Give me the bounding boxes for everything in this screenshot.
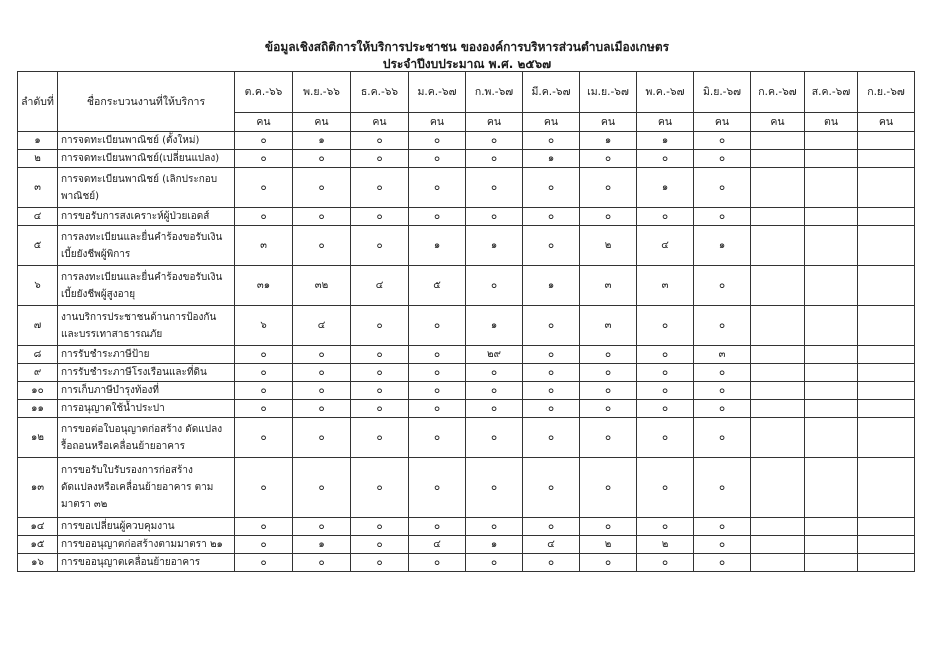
service-name: การขออนุญาตก่อสร้างตามมาตรา ๒๑ xyxy=(58,536,235,554)
month-count-cell: ๐ xyxy=(694,150,751,168)
table-body xyxy=(18,132,915,572)
month-count-cell xyxy=(858,168,915,208)
month-count-cell: ๐ xyxy=(694,132,751,150)
header-month: พ.ค.-๖๗ xyxy=(637,72,694,113)
month-count-cell: ๓ xyxy=(637,266,694,306)
month-count-cell xyxy=(751,266,805,306)
month-count-cell: ๐ xyxy=(637,346,694,364)
month-count-cell xyxy=(858,226,915,266)
month-count-cell xyxy=(751,554,805,572)
month-count-cell: ๐ xyxy=(523,518,580,536)
month-count-cell: ๐ xyxy=(580,458,637,518)
document-subtitle: ประจำปีงบประมาณ พ.ศ. ๒๕๖๗ xyxy=(382,57,552,71)
month-count-cell: ๐ xyxy=(235,208,293,226)
service-name: การขอต่อใบอนุญาตก่อสร้าง ดัดแปลง รื้อถอนหรือเคลื่อนย้ายอาคาร xyxy=(58,418,235,458)
statistics-table xyxy=(17,71,915,572)
month-count-cell: ๑ xyxy=(523,150,580,168)
month-count-cell: ๐ xyxy=(235,132,293,150)
month-count-cell: ๐ xyxy=(235,518,293,536)
month-count-cell: ๐ xyxy=(466,132,523,150)
month-count-cell: ๐ xyxy=(409,208,466,226)
month-count-cell: ๐ xyxy=(351,536,409,554)
header-unit: ตน xyxy=(805,113,858,132)
month-count-cell xyxy=(751,346,805,364)
header-month: ส.ค.-๖๗ xyxy=(805,72,858,113)
table-row xyxy=(18,266,915,306)
month-count-cell: ๐ xyxy=(293,554,351,572)
month-count-cell xyxy=(805,208,858,226)
row-number: ๓ xyxy=(18,168,58,208)
month-count-cell: ๐ xyxy=(523,400,580,418)
month-count-cell: ๐ xyxy=(580,418,637,458)
row-number: ๑๓ xyxy=(18,458,58,518)
month-count-cell: ๐ xyxy=(409,132,466,150)
month-count-cell: ๐ xyxy=(235,536,293,554)
month-count-cell xyxy=(805,132,858,150)
service-name: การอนุญาตใช้น้ำประปา xyxy=(58,400,235,418)
month-count-cell: ๓๒ xyxy=(293,266,351,306)
service-name: การขออนุญาตเคลื่อนย้ายอาคาร xyxy=(58,554,235,572)
month-count-cell: ๐ xyxy=(694,364,751,382)
month-count-cell: ๑ xyxy=(409,226,466,266)
month-count-cell: ๐ xyxy=(694,168,751,208)
month-count-cell: ๐ xyxy=(235,150,293,168)
month-count-cell: ๐ xyxy=(293,168,351,208)
month-count-cell xyxy=(805,364,858,382)
service-name: การจดทะเบียนพาณิชย์ (เลิกประกอบพาณิชย์) xyxy=(58,168,235,208)
table-row xyxy=(18,364,915,382)
month-count-cell: ๐ xyxy=(637,400,694,418)
month-count-cell: ๐ xyxy=(351,382,409,400)
month-count-cell: ๐ xyxy=(523,364,580,382)
month-count-cell xyxy=(858,536,915,554)
month-count-cell: ๔ xyxy=(637,226,694,266)
table-row xyxy=(18,226,915,266)
table-row xyxy=(18,458,915,518)
month-count-cell xyxy=(751,536,805,554)
month-count-cell: ๐ xyxy=(351,132,409,150)
service-name: การขอรับการสงเคราะห์ผู้ป่วยเอดส์ xyxy=(58,208,235,226)
month-count-cell: ๐ xyxy=(694,400,751,418)
service-name: การรับชำระภาษีป้าย xyxy=(58,346,235,364)
row-number: ๕ xyxy=(18,226,58,266)
month-count-cell xyxy=(805,382,858,400)
month-count-cell: ๐ xyxy=(466,266,523,306)
month-count-cell xyxy=(858,266,915,306)
month-count-cell: ๓ xyxy=(694,346,751,364)
month-count-cell: ๑ xyxy=(293,536,351,554)
month-count-cell xyxy=(805,400,858,418)
month-count-cell: ๐ xyxy=(351,554,409,572)
row-number: ๙ xyxy=(18,364,58,382)
month-count-cell xyxy=(751,458,805,518)
month-count-cell: ๐ xyxy=(637,554,694,572)
service-name: การลงทะเบียนและยื่นคำร้องขอรับเงินเบี้ยยังชีพผู้พิการ xyxy=(58,226,235,266)
month-count-cell: ๐ xyxy=(466,150,523,168)
month-count-cell xyxy=(751,150,805,168)
month-count-cell: ๐ xyxy=(637,382,694,400)
row-number: ๗ xyxy=(18,306,58,346)
month-count-cell: ๐ xyxy=(694,208,751,226)
header-unit: คน xyxy=(694,113,751,132)
month-count-cell xyxy=(858,518,915,536)
month-count-cell: ๐ xyxy=(351,226,409,266)
header-unit: คน xyxy=(751,113,805,132)
service-name: งานบริการประชาชนด้านการป้องกันและบรรเทาสาธารณภัย xyxy=(58,306,235,346)
month-count-cell: ๐ xyxy=(293,400,351,418)
month-count-cell: ๐ xyxy=(466,400,523,418)
month-count-cell: ๐ xyxy=(637,364,694,382)
month-count-cell: ๐ xyxy=(466,168,523,208)
table-row xyxy=(18,150,915,168)
month-count-cell: ๑ xyxy=(293,132,351,150)
month-count-cell: ๖ xyxy=(235,306,293,346)
row-number: ๑๑ xyxy=(18,400,58,418)
month-count-cell: ๐ xyxy=(235,168,293,208)
header-no: ลำดับที่ xyxy=(18,72,58,132)
row-number: ๘ xyxy=(18,346,58,364)
header-month: มี.ค.-๖๗ xyxy=(523,72,580,113)
month-count-cell xyxy=(751,364,805,382)
month-count-cell xyxy=(805,168,858,208)
header-month: ต.ค.-๖๖ xyxy=(235,72,293,113)
month-count-cell xyxy=(858,382,915,400)
month-count-cell: ๐ xyxy=(235,382,293,400)
month-count-cell xyxy=(805,150,858,168)
header-unit: คน xyxy=(637,113,694,132)
table-row xyxy=(18,382,915,400)
month-count-cell: ๐ xyxy=(580,364,637,382)
table-row xyxy=(18,306,915,346)
month-count-cell: ๐ xyxy=(293,518,351,536)
month-count-cell: ๐ xyxy=(694,266,751,306)
row-number: ๑๔ xyxy=(18,518,58,536)
service-name: การรับชำระภาษีโรงเรือนและที่ดิน xyxy=(58,364,235,382)
month-count-cell: ๐ xyxy=(694,458,751,518)
header-unit: คน xyxy=(235,113,293,132)
month-count-cell: ๐ xyxy=(580,208,637,226)
month-count-cell xyxy=(858,554,915,572)
month-count-cell: ๐ xyxy=(409,150,466,168)
month-count-cell: ๐ xyxy=(637,418,694,458)
month-count-cell: ๐ xyxy=(351,400,409,418)
month-count-cell: ๔ xyxy=(351,266,409,306)
month-count-cell: ๐ xyxy=(409,168,466,208)
month-count-cell: ๐ xyxy=(235,418,293,458)
month-count-cell: ๐ xyxy=(523,382,580,400)
month-count-cell: ๐ xyxy=(523,226,580,266)
month-count-cell: ๐ xyxy=(351,518,409,536)
service-name: การลงทะเบียนและยื่นคำร้องขอรับเงินเบี้ยยังชีพผู้สูงอายุ xyxy=(58,266,235,306)
month-count-cell: ๒ xyxy=(637,536,694,554)
month-count-cell: ๐ xyxy=(523,306,580,346)
month-count-cell: ๐ xyxy=(235,554,293,572)
month-count-cell xyxy=(805,518,858,536)
service-name: การขอเปลี่ยนผู้ควบคุมงาน xyxy=(58,518,235,536)
header-month: ธ.ค.-๖๖ xyxy=(351,72,409,113)
month-count-cell xyxy=(751,382,805,400)
month-count-cell: ๕ xyxy=(409,266,466,306)
month-count-cell: ๔ xyxy=(409,536,466,554)
header-unit: คน xyxy=(409,113,466,132)
month-count-cell: ๒ xyxy=(580,536,637,554)
month-count-cell: ๐ xyxy=(351,150,409,168)
month-count-cell xyxy=(805,226,858,266)
month-count-cell: ๐ xyxy=(580,554,637,572)
month-count-cell: ๐ xyxy=(694,518,751,536)
month-count-cell: ๐ xyxy=(293,346,351,364)
month-count-cell: ๑ xyxy=(523,266,580,306)
month-count-cell xyxy=(858,306,915,346)
month-count-cell xyxy=(805,306,858,346)
month-count-cell: ๑ xyxy=(694,226,751,266)
month-count-cell: ๐ xyxy=(523,168,580,208)
month-count-cell: ๒ xyxy=(580,226,637,266)
table-row xyxy=(18,418,915,458)
month-count-cell: ๐ xyxy=(409,346,466,364)
month-count-cell: ๓๑ xyxy=(235,266,293,306)
month-count-cell: ๐ xyxy=(409,364,466,382)
month-count-cell: ๐ xyxy=(694,306,751,346)
month-count-cell xyxy=(858,132,915,150)
header-month: ม.ค.-๖๗ xyxy=(409,72,466,113)
month-count-cell: ๐ xyxy=(523,346,580,364)
service-name: การเก็บภาษีบำรุงท้องที่ xyxy=(58,382,235,400)
month-count-cell xyxy=(805,346,858,364)
month-count-cell: ๐ xyxy=(637,208,694,226)
month-count-cell xyxy=(858,400,915,418)
month-count-cell: ๐ xyxy=(466,418,523,458)
month-count-cell: ๐ xyxy=(694,536,751,554)
row-number: ๑๖ xyxy=(18,554,58,572)
header-service: ชื่อกระบวนงานที่ให้บริการ xyxy=(58,72,235,132)
month-count-cell: ๐ xyxy=(293,150,351,168)
month-count-cell: ๐ xyxy=(293,382,351,400)
header-month: ก.พ.-๖๗ xyxy=(466,72,523,113)
month-count-cell: ๐ xyxy=(637,150,694,168)
month-count-cell: ๐ xyxy=(235,364,293,382)
table-row xyxy=(18,132,915,150)
month-count-cell: ๐ xyxy=(580,382,637,400)
month-count-cell xyxy=(805,418,858,458)
month-count-cell xyxy=(751,208,805,226)
month-count-cell: ๐ xyxy=(637,306,694,346)
service-name: การจดทะเบียนพาณิชย์ (ตั้งใหม่) xyxy=(58,132,235,150)
month-count-cell xyxy=(858,346,915,364)
month-count-cell: ๐ xyxy=(466,382,523,400)
header-unit: คน xyxy=(523,113,580,132)
month-count-cell: ๐ xyxy=(523,208,580,226)
month-count-cell xyxy=(751,168,805,208)
header-month: ก.ค.-๖๗ xyxy=(751,72,805,113)
month-count-cell xyxy=(858,364,915,382)
month-count-cell: ๐ xyxy=(523,554,580,572)
month-count-cell: ๐ xyxy=(466,364,523,382)
month-count-cell: ๐ xyxy=(351,168,409,208)
month-count-cell xyxy=(751,132,805,150)
month-count-cell: ๐ xyxy=(293,418,351,458)
header-month: พ.ย.-๖๖ xyxy=(293,72,351,113)
month-count-cell: ๐ xyxy=(523,418,580,458)
month-count-cell: ๑ xyxy=(637,132,694,150)
month-count-cell: ๓ xyxy=(235,226,293,266)
table-row xyxy=(18,168,915,208)
table-row xyxy=(18,536,915,554)
row-number: ๖ xyxy=(18,266,58,306)
month-count-cell: ๐ xyxy=(409,382,466,400)
month-count-cell: ๐ xyxy=(351,208,409,226)
header-unit: คน xyxy=(351,113,409,132)
row-number: ๑๒ xyxy=(18,418,58,458)
month-count-cell: ๐ xyxy=(235,346,293,364)
month-count-cell: ๐ xyxy=(351,458,409,518)
month-count-cell xyxy=(858,418,915,458)
month-count-cell: ๑ xyxy=(466,536,523,554)
row-number: ๔ xyxy=(18,208,58,226)
month-count-cell xyxy=(858,208,915,226)
month-count-cell: ๐ xyxy=(523,132,580,150)
month-count-cell: ๐ xyxy=(580,518,637,536)
table-row xyxy=(18,400,915,418)
month-count-cell: ๐ xyxy=(293,458,351,518)
month-count-cell: ๐ xyxy=(580,150,637,168)
month-count-cell: ๐ xyxy=(409,518,466,536)
month-count-cell xyxy=(805,554,858,572)
month-count-cell: ๐ xyxy=(409,554,466,572)
month-count-cell: ๒๙ xyxy=(466,346,523,364)
month-count-cell: ๐ xyxy=(580,400,637,418)
month-count-cell: ๐ xyxy=(351,364,409,382)
row-number: ๑ xyxy=(18,132,58,150)
month-count-cell xyxy=(751,306,805,346)
table-row xyxy=(18,208,915,226)
month-count-cell: ๐ xyxy=(293,364,351,382)
month-count-cell xyxy=(805,266,858,306)
month-count-cell: ๐ xyxy=(466,458,523,518)
month-count-cell: ๐ xyxy=(293,208,351,226)
header-unit: คน xyxy=(466,113,523,132)
header-unit: คน xyxy=(293,113,351,132)
month-count-cell xyxy=(805,536,858,554)
month-count-cell: ๐ xyxy=(235,400,293,418)
month-count-cell xyxy=(751,226,805,266)
month-count-cell xyxy=(751,518,805,536)
month-count-cell: ๑ xyxy=(466,226,523,266)
table-row xyxy=(18,554,915,572)
header-unit: คน xyxy=(858,113,915,132)
month-count-cell: ๐ xyxy=(580,168,637,208)
row-number: ๒ xyxy=(18,150,58,168)
month-count-cell: ๐ xyxy=(523,458,580,518)
month-count-cell: ๐ xyxy=(580,346,637,364)
row-number: ๑๕ xyxy=(18,536,58,554)
header-unit: คน xyxy=(580,113,637,132)
header-month: มิ.ย.-๖๗ xyxy=(694,72,751,113)
month-count-cell: ๓ xyxy=(580,306,637,346)
month-count-cell: ๑ xyxy=(637,168,694,208)
month-count-cell xyxy=(805,458,858,518)
header-month: เม.ย.-๖๗ xyxy=(580,72,637,113)
month-count-cell: ๐ xyxy=(466,518,523,536)
month-count-cell: ๐ xyxy=(409,306,466,346)
month-count-cell: ๔ xyxy=(523,536,580,554)
month-count-cell: ๐ xyxy=(466,208,523,226)
row-number: ๑๐ xyxy=(18,382,58,400)
header-row-months xyxy=(18,72,915,113)
table-row xyxy=(18,518,915,536)
month-count-cell: ๐ xyxy=(694,382,751,400)
month-count-cell: ๔ xyxy=(293,306,351,346)
month-count-cell: ๐ xyxy=(409,400,466,418)
month-count-cell: ๐ xyxy=(466,554,523,572)
month-count-cell xyxy=(858,150,915,168)
month-count-cell xyxy=(751,418,805,458)
month-count-cell: ๐ xyxy=(637,458,694,518)
month-count-cell: ๐ xyxy=(351,306,409,346)
month-count-cell xyxy=(751,400,805,418)
month-count-cell: ๐ xyxy=(694,554,751,572)
month-count-cell: ๐ xyxy=(409,418,466,458)
service-name: การจดทะเบียนพาณิชย์(เปลี่ยนแปลง) xyxy=(58,150,235,168)
month-count-cell: ๐ xyxy=(293,226,351,266)
month-count-cell: ๐ xyxy=(351,346,409,364)
month-count-cell: ๐ xyxy=(351,418,409,458)
month-count-cell xyxy=(858,458,915,518)
month-count-cell: ๓ xyxy=(580,266,637,306)
month-count-cell: ๐ xyxy=(409,458,466,518)
document-title: ข้อมูลเชิงสถิติการให้บริการประชาชน ขององค์การบริหารส่วนตำบลเมืองเกษตร xyxy=(264,40,670,54)
table-row xyxy=(18,346,915,364)
header-month: ก.ย.-๖๗ xyxy=(858,72,915,113)
month-count-cell: ๑ xyxy=(580,132,637,150)
month-count-cell: ๑ xyxy=(466,306,523,346)
month-count-cell: ๐ xyxy=(235,458,293,518)
service-name: การขอรับใบรับรองการก่อสร้าง ดัดแปลงหรือเคลื่อนย้ายอาคาร ตามมาตรา ๓๒ xyxy=(58,458,235,518)
month-count-cell: ๐ xyxy=(637,518,694,536)
month-count-cell: ๐ xyxy=(694,418,751,458)
